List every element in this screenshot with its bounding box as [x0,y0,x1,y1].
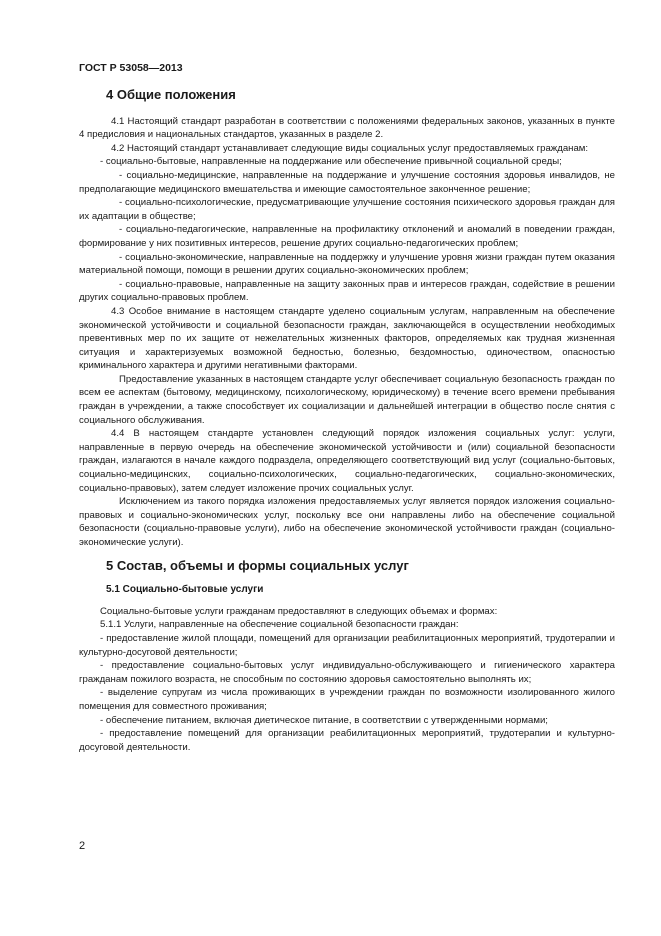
list-item-nutrition: - обеспечение питанием, включая диетическое питание, в соответствии с утвержденными нормами; [100,714,548,726]
page-body [79,88,615,754]
list-item-social-household: - социально-бытовые, направленные на поддержание или обеспечение привычной социальной среды; [100,156,562,168]
section-4-title: 4 Общие положения [106,87,236,102]
list-item-social-pedagogical: - социально-педагогические, направленные на профилактику отклонений и аномалий в поведении граждан, формирование у них позитивных интересов, решение других социально-педагогических проблем; [79,224,615,249]
paragraph-5-1-intro: Социально-бытовые услуги гражданам предоставляют в следующих объемах и формах: [100,605,498,617]
section-5-title: 5 Состав, объемы и формы социальных услуг [106,557,409,573]
list-item-spouses-room: - выделение супругам из числа проживающих в учреждении граждан по возможности изолированного жилого помещения для совместного проживания; [79,687,615,712]
paragraph-exception: Исключением из такого порядка изложения предоставляемых услуг является порядок изложения социально-правовых и социально-экономических услуг, поскольку все они направлены либо на обеспечение социальной безопасности (социально-правовые услуги), либо на обеспечение экономической устойчивости граждан (социально-экономические услуги). [79,496,615,548]
list-item-social-economic: - социально-экономические, направленные на поддержку и улучшение уровня жизни граждан путем оказания материальной помощи, помощи в решении других социально-экономических проблем; [79,251,615,277]
list-item-social-medical: - социально-медицинские, направленные на поддержание и улучшение состояния здоровья инвалидов, не предполагающие медицинского вмешательства и имеющие самостоятельное законченное решение; [79,169,615,195]
list-item-hygiene-services: - предоставление социально-бытовых услуг индивидуально-обслуживающего и гигиенического характера гражданам пожилого возраста, не способным по состоянию здоровья самостоятельно выполнять их; [79,660,615,685]
paragraph-4-2: 4.2 Настоящий стандарт устанавливает следующие виды социальных услуг предоставляемых гражданам: [111,142,589,154]
list-item-housing: - предоставление жилой площади, помещений для организации реабилитационных мероприятий, трудотерапии и культурно-досуговой деятельности; [79,632,615,658]
paragraph-4-1: 4.1 Настоящий стандарт разработан в соответствии с положениями федеральных законов, указанных в пункте 4 предисловия и национальных стандартов, указанных в разделе 2. [79,115,615,141]
list-item-social-legal: - социально-правовые, направленные на защиту законных прав и интересов граждан, содействие в решении других социально-правовых проблем. [79,278,615,304]
paragraph-5-1-1: 5.1.1 Услуги, направленные на обеспечение социальной безопасности граждан: [100,619,459,631]
subsection-5-1-title: 5.1 Социально-бытовые услуги [106,584,264,596]
paragraph-4-4: 4.4 В настоящем стандарте установлен следующий порядок изложения социальных услуг: услуги, направленные в первую очередь на обеспечение экономической устойчивости и (или) социальной безопасности граждан, излагаются в начале каждого подраздела, определяющего соответствующий вид услуг (социально-бытовых, социально-медицинских, социально-психологических, социально-педагогических, социально-экономических, социально-правовых), затем следует изложение прочих социальных услуг. [79,428,615,494]
list-item-social-psychological: - социально-психологические, предусматривающие улучшение состояния психического здоровья граждан для их адаптации в обществе; [79,197,615,222]
page-number: 2 [79,840,86,852]
standard-header: ГОСТ Р 53058—2013 [79,62,183,74]
paragraph-4-3: 4.3 Особое внимание в настоящем стандарте уделено социальным услугам, направленным на обеспечение экономической устойчивости и социальной безопасности граждан, заключающейся в осуществлении необходимых превентивных мер по их защите от нежелательных жизненных факторов, определяемых как трудная жизненная ситуация и характеризуемых возможной бедностью, болезнью, бездомностью, одиночеством, опасностью криминального характера и другими негативными факторами. [79,305,615,372]
paragraph-services-safety: Предоставление указанных в настоящем стандарте услуг обеспечивает социальную безопасность граждан по всем ее аспектам (бытовому, медицинскому, психологическому, юридическому) в течение всего времени пребывания граждан в учреждении, а также способствует их социализации и дальнейшей интеграции в общество после снятия с социального обслуживания. [79,373,615,426]
list-item-premises: - предоставление помещений для организации реабилитационных мероприятий, трудотерапии и культурно-досуговой деятельности. [79,728,615,753]
